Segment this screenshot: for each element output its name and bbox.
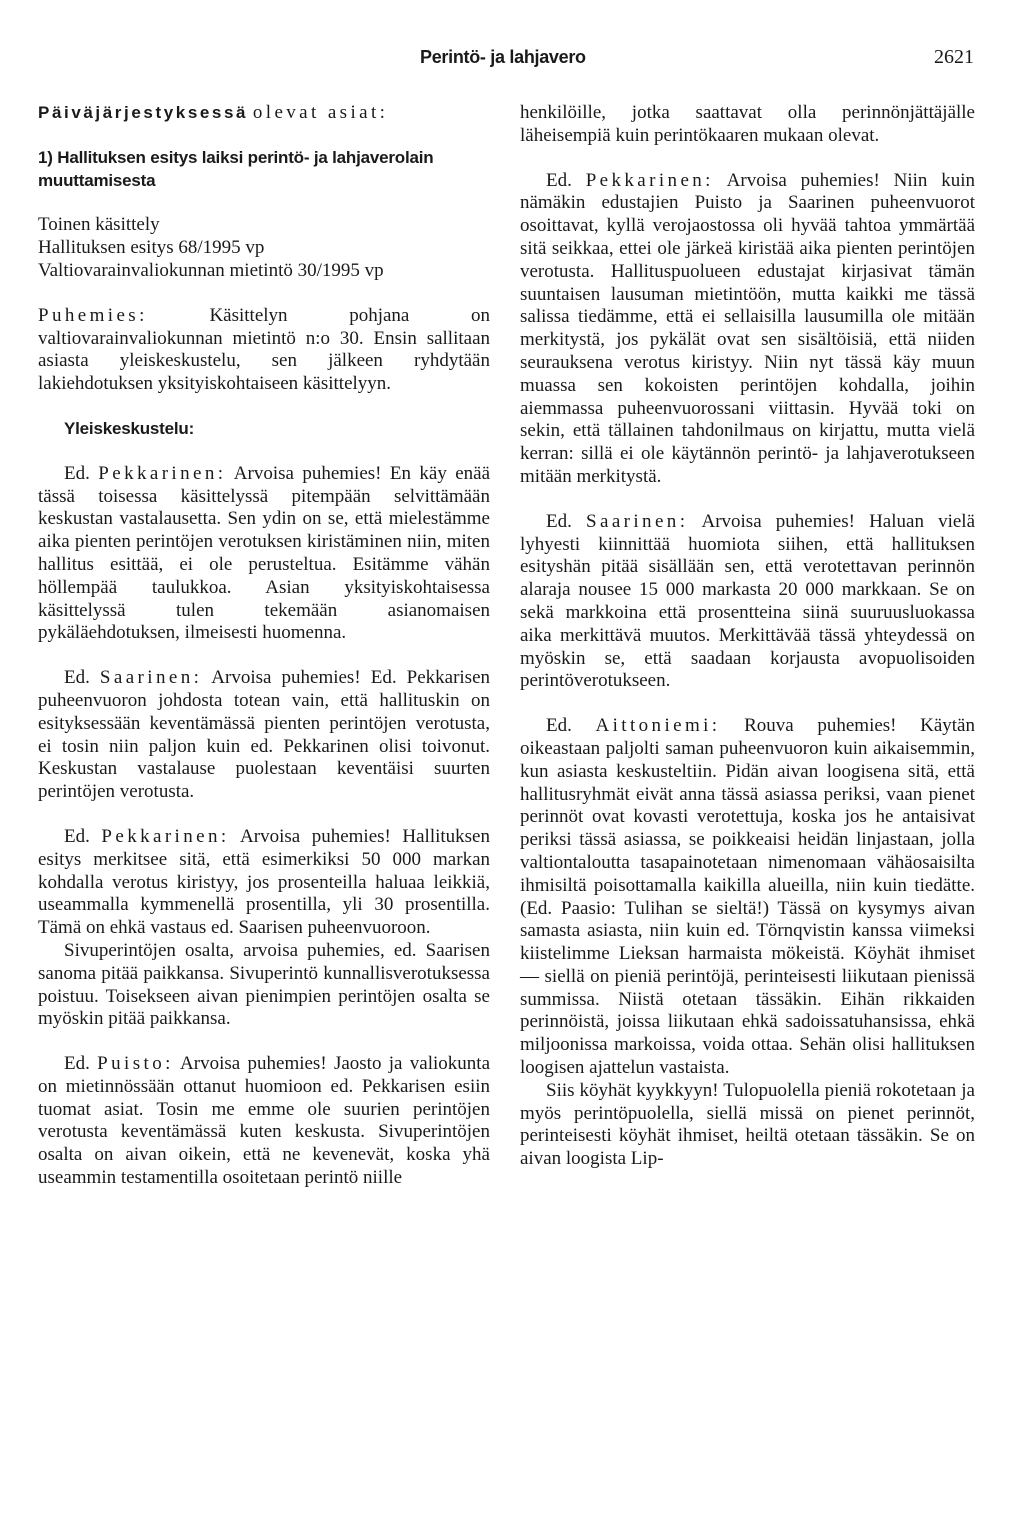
speaker-name: Pekkarinen: xyxy=(98,462,227,484)
debate-heading: Yleiskeskustelu: xyxy=(64,418,195,438)
speaker-name: Aittoniemi: xyxy=(595,715,721,737)
speech-text: Arvoisa puhemies! En käy enää tässä toisessa käsittelyssä pitempään selvittämään keskustan vastalausetta. Sen ydin on se, että mielestämme aika pienten perintöjen verotuksen kiristäminen niin, miten hallitus esittää, ei ole perusteltua. Esitämme vähän höllempää taulukkoa. Asian yksityiskohtaisessa käsittelyssä tulen tekemään asianomaisen pykäläehdotuksen, ilmeisesti huomenna. xyxy=(38,462,491,644)
speech-text: Arvoisa puhemies! Niin kuin nämäkin edustajien Puisto ja Saarinen puheenvuorot osoittavat, kyllä verojaostossa oli hyvää tahtoa ymmärtää sitä seikkaa, ettei ole järkeä kiristää aika pienten perintöjen verotusta. Hallituspuolueen edustajat kirjasivat tämän suuntaisen lausuman mietintöön, mutta kaikki me tässä salissa tiedämme, että ei sellaisilla lausumilla ole mitään merkitystä, jos pykälät ovat sen sisältöisiä, että niiden seurauksena verotus kiristyy. Niin nyt tässä käy muun muassa sen kokoisten perintöjen kohdalla, joihin aiemmassa puheenvuorossani viittasin. Hyvää toki on sekin, että tällainen tahdonilmaus on kirjattu, mutta vielä kerran: sillä ei ole käytännön perintö- ja lahjaverotukseen mitään merkitystä. xyxy=(520,169,976,487)
speech-1 xyxy=(38,463,490,645)
ed-label: Ed. xyxy=(546,169,572,191)
ed-label: Ed. xyxy=(546,510,572,532)
running-title: Perintö- ja lahjavero xyxy=(420,47,586,67)
right-column xyxy=(520,102,975,1171)
speech-7-continued: Siis köyhät kyykkyyn! Tulopuolella pieniä rokotetaan ja myös perintöpuolella, siellä missä on pienet perinnöt, perinteisesti köyhät ihmiset, heiltä otetaan tässäkin. Se on aivan loogista Lip- xyxy=(520,1079,975,1170)
speaker-chair: Puhemies: xyxy=(38,304,148,326)
speech-3-continued: Sivuperintöjen osalta, arvoisa puhemies, ed. Saarisen sanoma pitää paikkansa. Sivuperintö kunnallisverotuksessa poistuu. Toisekseen aivan pienimpien perintöjen osalta se myöskin pitää paikkansa. xyxy=(38,939,490,1030)
ed-label: Ed. xyxy=(64,825,90,847)
chair-statement xyxy=(38,305,490,396)
report-reference: Valtiovarainvaliokunnan mietintö 30/1995 vp xyxy=(38,259,384,281)
speech-5 xyxy=(520,170,975,489)
ed-label: Ed. xyxy=(64,1053,90,1075)
speech-text: Arvoisa puhemies! Ed. Pekkarisen puheenvuoron johdosta totean vain, että hallituskin on esityksessään keventämässä pienten perintöjen verotusta, ei tosin niin paljon kuin ed. Pekkarinen olisi toivonut. Keskustan vastalause puolestaan keventäisi suurten perintöjen verotusta. xyxy=(38,667,490,803)
speech-text: Rouva puhemies! Käytän oikeastaan paljolti saman puheenvuoron kuin aikaisemmin, kun asiasta keskusteltiin. Pidän aivan loogisena sitä, että hallitusryhmät eivät anna tässä asiassa periksi, vaan pienet perinnöt ovat kovasti verotettuja, koska jos he antaisivat periksi tässä asiassa, se poikkeaisi heidän linjastaan, jolla valtiontaloutta tasapainotetaan nimenomaan vähäosaisilta ihmisiltä poisottamalla kaikilla alueilla, niin kuin tiedätte. (Ed. Paasio: Tulihan se sieltä!) Tässä on kysymys aivan samasta asiasta, niin kuin ed. Törnqvistin kanssa viimeksi kiistelimme Lieksan harmaista mökeistä. Köyhät ihmiset — siellä on pieniä perintöjä, perinteisesti liikutaan pienissä summissa. Niistä otetaan tässäkin. Eihän rikkaiden perinnöistä, joissa liikutaan ehkä sadoissatuhansissa, ehkä miljoonissa markoissa, voida ottaa. Sehän olisi hallituksen loogisen ajattelun vastaista. xyxy=(520,715,975,1079)
page-number: 2621 xyxy=(934,46,974,68)
reading-stage: Toinen käsittely xyxy=(38,214,160,236)
bill-reference: Hallituksen esitys 68/1995 vp xyxy=(38,237,265,259)
speaker-name: Pekkarinen: xyxy=(101,825,230,847)
item-title: 1) Hallituksen esitys laiksi perintö- ja lahjaverolain muuttamisesta xyxy=(38,147,434,190)
speech-2 xyxy=(38,667,490,804)
speech-7 xyxy=(520,715,975,1080)
agenda-heading xyxy=(38,102,490,125)
speech-3 xyxy=(38,826,490,940)
ed-label: Ed. xyxy=(64,462,90,484)
agenda-heading-rest: olevat asiat: xyxy=(252,102,389,123)
speaker-name: Saarinen: xyxy=(586,510,689,532)
speaker-name: Pekkarinen: xyxy=(585,169,714,191)
continued-text: henkilöille, jotka saattavat olla perinnönjättäjälle läheisempiä kuin perintökaaren mukaan olevat. xyxy=(520,102,975,146)
speaker-name: Saarinen: xyxy=(99,667,203,689)
speech-4 xyxy=(38,1053,490,1190)
speech-text: Arvoisa puhemies! Hallituksen esitys merkitsee sitä, että esimerkiksi 50 000 markan kohdalla verotus kiristyy, jos prosenteilla haluaa leikkiä, useammalla kymmenellä prosentilla, yli 30 prosentilla. Tämä on ehkä vastaus ed. Saarisen puheenvuoroon. xyxy=(38,825,490,939)
ed-label: Ed. xyxy=(64,667,90,689)
page-header xyxy=(0,46,1024,72)
speech-6 xyxy=(520,511,975,693)
speech-text: Arvoisa puhemies! Haluan vielä lyhyesti kiinnittää huomiota siihen, että hallituksen esityshän pitää sisällään sen, että verotettavan perinnön alaraja nousee 15 000 markasta 20 000 markkaan. Se on sekä markkoina että prosentteina siinä suuruusluokassa aika merkittävä muutos. Merkittävää tässä yhteydessä on myöskin se, että saadaan korjausta avopuolisoiden perintöverotukseen. xyxy=(520,510,976,692)
chair-text: Käsittelyn pohjana on valtiovarainvaliokunnan mietintö n:o 30. Ensin sallitaan asiasta yleiskeskustelu, sen jälkeen ryhdytään lakiehdotuksen yksityiskohtaiseen käsittelyyn. xyxy=(38,304,491,395)
agenda-heading-bold: Päiväjärjestyksessä xyxy=(38,103,249,122)
speech-text: Arvoisa puhemies! Jaosto ja valiokunta on mietinnössään ottanut huomioon ed. Pekkarisen esiin tuomat asiat. Tosin me emme ole suurien perintöjen verotusta keventämässä kuten keskusta. Sivuperintöjen osalta on aivan oikein, että ne kevenevät, koska yhä useammin testamentilla osoitetaan perintö niille xyxy=(38,1053,491,1189)
speaker-name: Puisto: xyxy=(97,1053,174,1075)
ed-label: Ed. xyxy=(546,715,572,737)
left-column xyxy=(38,102,490,1190)
